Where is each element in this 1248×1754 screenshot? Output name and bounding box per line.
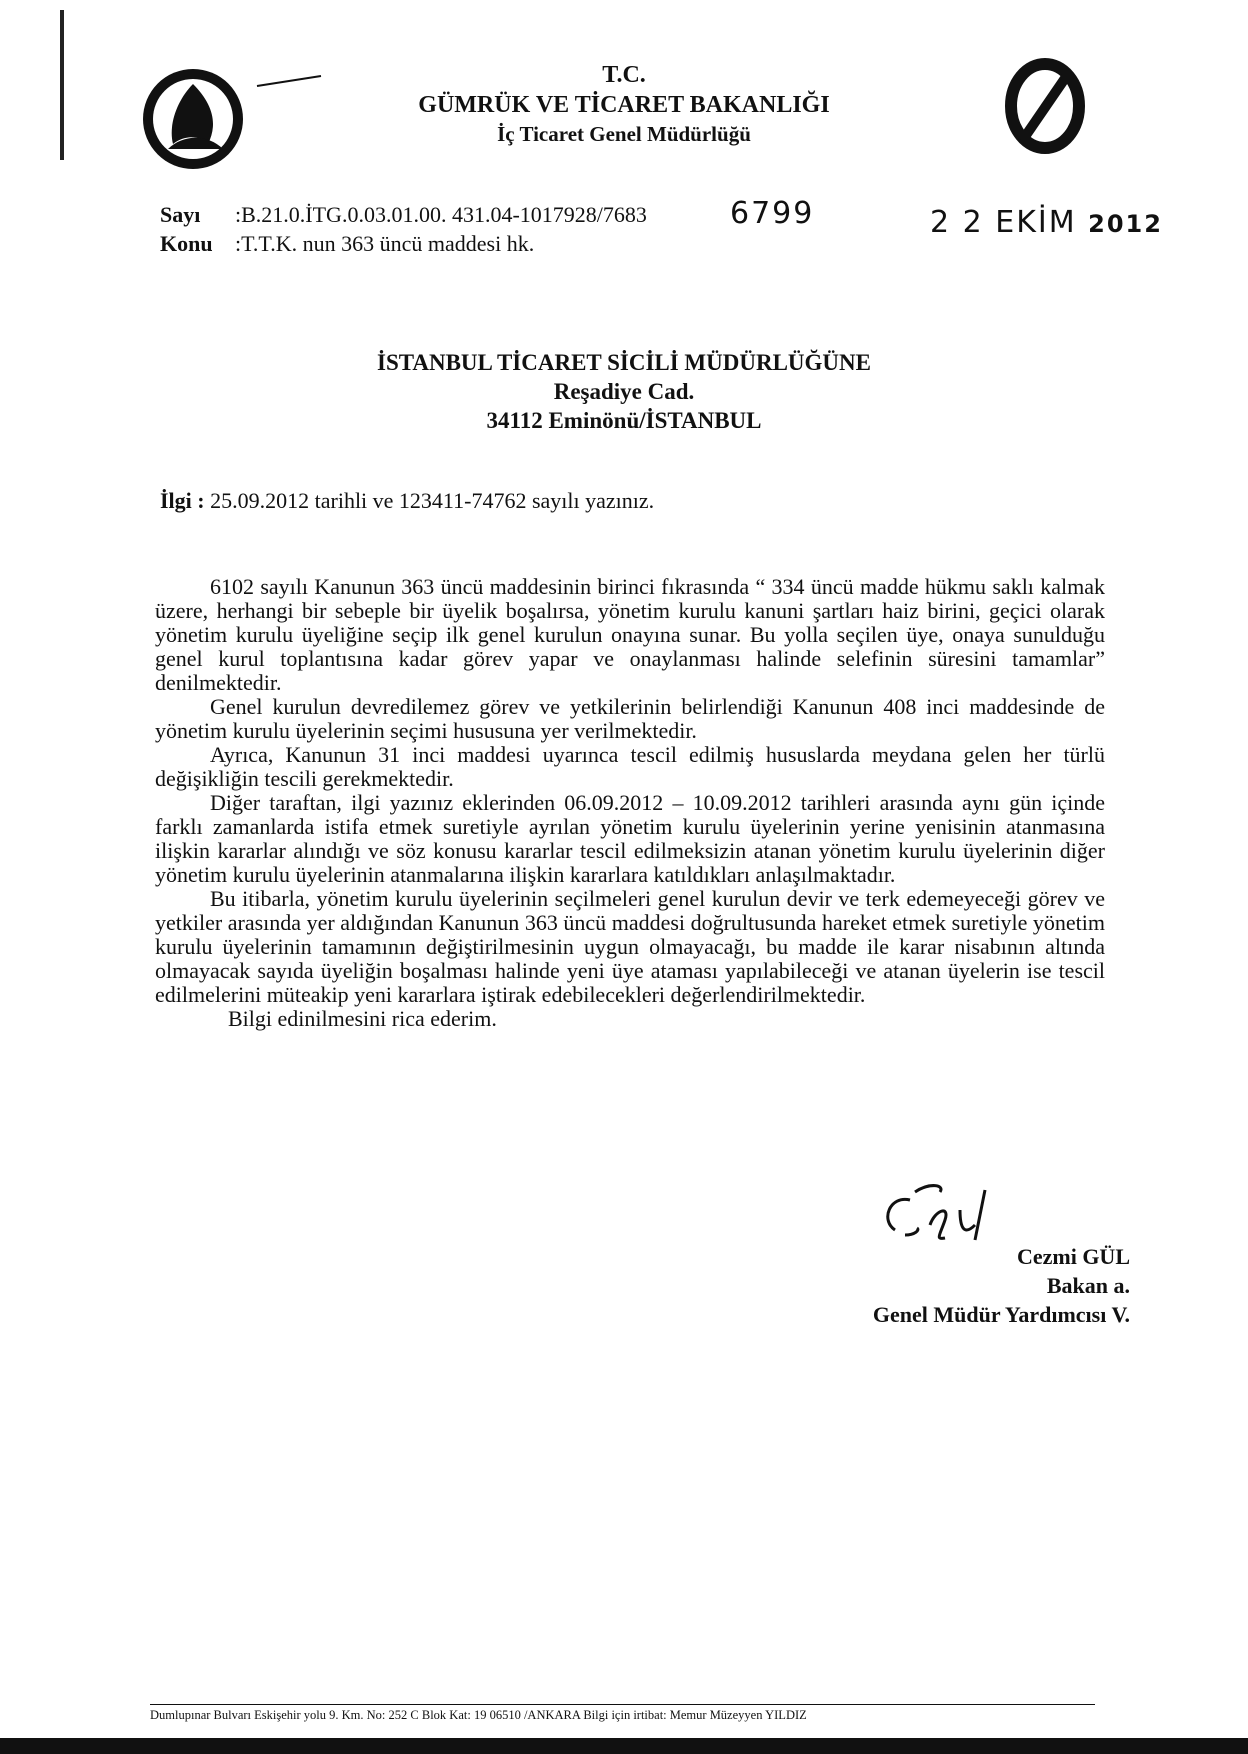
signature-block	[830, 1242, 1130, 1329]
handwritten-number: 6799	[730, 196, 815, 231]
recipient-city: 34112 Eminönü/İSTANBUL	[486, 408, 762, 433]
date-stamp-day-month: 2 2 EKİM	[930, 205, 1077, 240]
konu-label: Konu	[160, 231, 213, 256]
signatory-title: Genel Müdür Yardımcısı V.	[872, 1302, 1130, 1327]
recipient-name: İSTANBUL TİCARET SİCİLİ MÜDÜRLÜĞÜNE	[377, 350, 871, 375]
footer-contact: Dumlupınar Bulvarı Eskişehir yolu 9. Km. No: 252 C Blok Kat: 19 06510 /ANKARA Bilgi için irtibat: Memur Müzeyyen YILDIZ	[150, 1704, 1095, 1723]
sayi-label: Sayı	[160, 202, 201, 227]
body-paragraph-2: Genel kurulun devredilemez görev ve yetkilerinin belirlendiği Kanunun 408 inci maddesinde de yönetim kurulu üyelerinin seçimi hususuna yer verilmektedir.	[155, 694, 1105, 743]
sayi-value: :B.21.0.İTG.0.03.01.00. 431.04-1017928/7683	[235, 202, 647, 227]
body-paragraph-3: Ayrıca, Kanunun 31 inci maddesi uyarınca tescil edilmiş hususlarda meydana gelen her türlü değişikliğin tescili gerekmektedir.	[155, 742, 1105, 791]
recipient-street: Reşadiye Cad.	[553, 379, 695, 404]
body-paragraph-6: Bilgi edinilmesini rica ederim.	[228, 1006, 497, 1031]
document-meta	[160, 200, 647, 258]
ilgi-label: İlgi :	[160, 488, 205, 513]
recipient-address	[0, 348, 1248, 435]
body-paragraph-4: Diğer taraftan, ilgi yazınız eklerinden 06.09.2012 – 10.09.2012 tarihleri arasında aynı gün içinde farklı zamanlarda istifa etmek suretiyle ayrılan yönetim kurulu üyelerinin yerine yenisinin atanmasına ilişkin kararlar alındığı ve söz konusu kararlar tescil edilmeksizin atanan yönetim kurulu üyelerinin diğer yönetim kurulu üyelerinin atanmalarına ilişkin kararlara katıldıkları anlaşılmaktadır.	[155, 790, 1105, 887]
scan-edge	[0, 1738, 1248, 1754]
signatory-name: Cezmi GÜL	[1016, 1244, 1130, 1269]
signatory-on-behalf: Bakan a.	[1046, 1273, 1130, 1298]
body-paragraph-5: Bu itibarla, yönetim kurulu üyelerinin seçilmeleri genel kurulun devir ve terk edemeyeceği görev ve yetkiler arasında yer aldığından Kanunun 363 üncü maddesi doğrultusunda hareket etmek suretiyle yönetim kurulu üyelerinin tamamının değiştirilmesinin uygun olmayacağı, bu madde ile karar nisabının altında olmayacak sayıda üyeliğin boşalması halinde yeni üye ataması yapılabileceği ve atanan üyelerin ise tescil edilmelerini müteakip yeni kararlara iştirak edebilecekleri değerlendirilmektedir.	[155, 886, 1105, 1007]
handwritten-signature-icon	[875, 1180, 1015, 1250]
reference-line	[160, 488, 654, 514]
body-paragraph-1: 6102 sayılı Kanunun 363 üncü maddesinin birinci fıkrasında “ 334 üncü madde hükmu saklı kalmak üzere, herhangi bir sebeple bir üyelik boşalırsa, yönetim kurulu kanuni şartları haiz birini, geçici olarak yönetim kurulu üyeliğine seçip ilk genel kurulun onayına sunar. Bu yolla seçilen üye, onaya sunulduğu genel kurul toplantısına kadar görev yapar ve onaylanması halinde selefinin süresini tamamlar” denilmektedir.	[155, 574, 1105, 695]
date-stamp	[930, 205, 1163, 240]
header-ministry: GÜMRÜK VE TİCARET BAKANLIĞI	[418, 92, 830, 118]
date-stamp-year: 2012	[1088, 210, 1163, 238]
quality-logo-icon	[1000, 56, 1090, 156]
header-line1: T.C.	[602, 62, 646, 88]
konu-value: :T.T.K. nun 363 üncü maddesi hk.	[235, 231, 535, 256]
letter-body	[155, 575, 1105, 1031]
ilgi-text: 25.09.2012 tarihli ve 123411-74762 sayılı yazınız.	[210, 488, 655, 513]
header-directorate: İç Ticaret Genel Müdürlüğü	[497, 122, 751, 146]
